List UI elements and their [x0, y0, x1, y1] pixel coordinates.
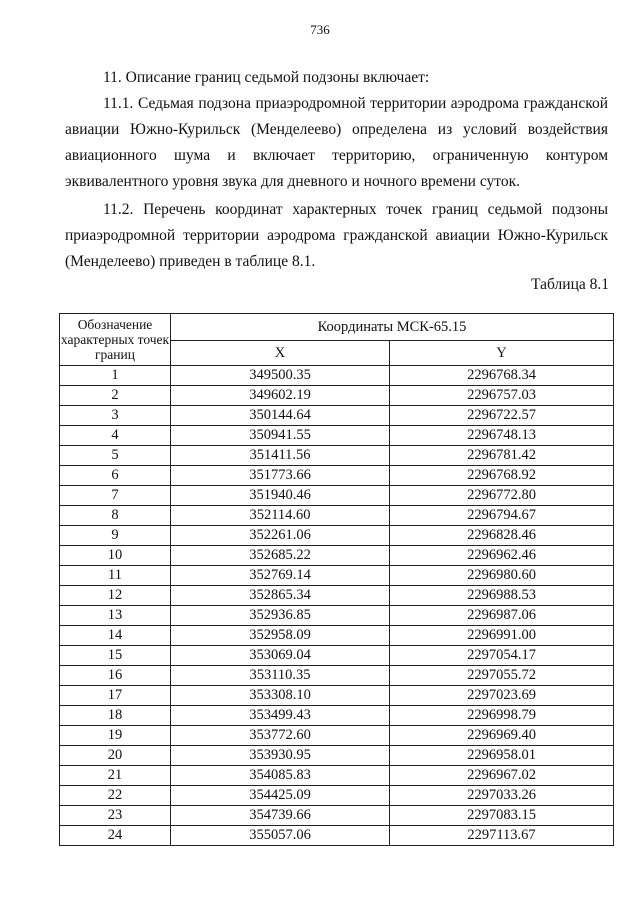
y-coordinate-cell: 2296998.79 [390, 706, 614, 726]
y-coordinate-cell: 2296794.67 [390, 506, 614, 526]
x-coordinate-cell: 349500.35 [171, 366, 390, 386]
x-coordinate-cell: 350144.64 [171, 406, 390, 426]
point-number-cell: 22 [60, 786, 171, 806]
page-number: 736 [310, 22, 330, 37]
x-coordinate-cell: 352769.14 [171, 566, 390, 586]
table-header-row [60, 314, 614, 341]
point-number-cell: 10 [60, 546, 171, 566]
table-row [60, 606, 614, 626]
table-caption: Таблица 8.1 [531, 276, 609, 293]
y-coordinate-cell: 2296757.03 [390, 386, 614, 406]
y-coordinate-cell: 2296967.02 [390, 766, 614, 786]
table-row [60, 706, 614, 726]
y-coordinate-cell: 2296969.40 [390, 726, 614, 746]
point-number-cell: 20 [60, 746, 171, 766]
y-coordinate-cell: 2296958.01 [390, 746, 614, 766]
x-coordinate-cell: 352685.22 [171, 546, 390, 566]
point-number-cell: 9 [60, 526, 171, 546]
table-row [60, 826, 614, 846]
x-coordinate-cell: 353308.10 [171, 686, 390, 706]
point-number-cell: 8 [60, 506, 171, 526]
table-row [60, 766, 614, 786]
y-coordinate-cell: 2296991.00 [390, 626, 614, 646]
y-coordinate-cell: 2296988.53 [390, 586, 614, 606]
header-y: Y [390, 341, 614, 366]
point-number-cell: 24 [60, 826, 171, 846]
y-coordinate-cell: 2297023.69 [390, 686, 614, 706]
x-coordinate-cell: 354085.83 [171, 766, 390, 786]
point-number-cell: 1 [60, 366, 171, 386]
table-row [60, 566, 614, 586]
x-coordinate-cell: 352114.60 [171, 506, 390, 526]
section-heading: 11. Описание границ седьмой подзоны включает: [103, 69, 430, 86]
y-coordinate-cell: 2296768.34 [390, 366, 614, 386]
point-number-cell: 15 [60, 646, 171, 666]
table-row [60, 746, 614, 766]
header-coordinates: Координаты МСК-65.15 [171, 314, 614, 341]
table-row [60, 586, 614, 606]
point-number-cell: 18 [60, 706, 171, 726]
x-coordinate-cell: 353069.04 [171, 646, 390, 666]
header-points: Обозначение характерных точек границ [60, 314, 171, 366]
point-number-cell: 14 [60, 626, 171, 646]
table-row [60, 546, 614, 566]
x-coordinate-cell: 353930.95 [171, 746, 390, 766]
table-row [60, 646, 614, 666]
table-row [60, 726, 614, 746]
y-coordinate-cell: 2297055.72 [390, 666, 614, 686]
x-coordinate-cell: 351940.46 [171, 486, 390, 506]
point-number-cell: 12 [60, 586, 171, 606]
table-row [60, 666, 614, 686]
table-row [60, 626, 614, 646]
table-row [60, 686, 614, 706]
x-coordinate-cell: 352261.06 [171, 526, 390, 546]
coordinates-table [59, 313, 614, 846]
x-coordinate-cell: 351773.66 [171, 466, 390, 486]
x-coordinate-cell: 355057.06 [171, 826, 390, 846]
point-number-cell: 23 [60, 806, 171, 826]
x-coordinate-cell: 349602.19 [171, 386, 390, 406]
table-row [60, 786, 614, 806]
table-body [60, 366, 614, 846]
y-coordinate-cell: 2297054.17 [390, 646, 614, 666]
table-row [60, 466, 614, 486]
y-coordinate-cell: 2296748.13 [390, 426, 614, 446]
x-coordinate-cell: 352936.85 [171, 606, 390, 626]
x-coordinate-cell: 354425.09 [171, 786, 390, 806]
header-x: X [171, 341, 390, 366]
table-row [60, 806, 614, 826]
y-coordinate-cell: 2297083.15 [390, 806, 614, 826]
point-number-cell: 5 [60, 446, 171, 466]
point-number-cell: 2 [60, 386, 171, 406]
y-coordinate-cell: 2296980.60 [390, 566, 614, 586]
point-number-cell: 6 [60, 466, 171, 486]
table-row [60, 506, 614, 526]
y-coordinate-cell: 2296828.46 [390, 526, 614, 546]
point-number-cell: 21 [60, 766, 171, 786]
table-row [60, 526, 614, 546]
point-number-cell: 11 [60, 566, 171, 586]
point-number-cell: 17 [60, 686, 171, 706]
y-coordinate-cell: 2296772.80 [390, 486, 614, 506]
x-coordinate-cell: 352958.09 [171, 626, 390, 646]
y-coordinate-cell: 2296722.57 [390, 406, 614, 426]
x-coordinate-cell: 352865.34 [171, 586, 390, 606]
x-coordinate-cell: 353499.43 [171, 706, 390, 726]
table-row [60, 406, 614, 426]
x-coordinate-cell: 350941.55 [171, 426, 390, 446]
x-coordinate-cell: 351411.56 [171, 446, 390, 466]
paragraph-11-2: 11.2. Перечень координат характерных точек границ седьмой подзоны приаэродромной территории аэродрома гражданской авиации Южно-Курильск (Менделеево) приведен в таблице 8.1. [65, 201, 608, 270]
table-row [60, 446, 614, 466]
point-number-cell: 4 [60, 426, 171, 446]
point-number-cell: 3 [60, 406, 171, 426]
table-row [60, 486, 614, 506]
paragraph-11-1: 11.1. Седьмая подзона приаэродромной территории аэродрома гражданской авиации Южно-Курильск (Менделеево) определена из условий воздействия авиационного шума и включает территорию, ограниченную контуром эквивалентного уровня звука для дневного и ночного времени суток. [65, 95, 608, 190]
table-row [60, 366, 614, 386]
y-coordinate-cell: 2296962.46 [390, 546, 614, 566]
y-coordinate-cell: 2296781.42 [390, 446, 614, 466]
y-coordinate-cell: 2297113.67 [390, 826, 614, 846]
y-coordinate-cell: 2296768.92 [390, 466, 614, 486]
table-row [60, 386, 614, 406]
table-row [60, 426, 614, 446]
point-number-cell: 13 [60, 606, 171, 626]
x-coordinate-cell: 353772.60 [171, 726, 390, 746]
point-number-cell: 16 [60, 666, 171, 686]
y-coordinate-cell: 2296987.06 [390, 606, 614, 626]
y-coordinate-cell: 2297033.26 [390, 786, 614, 806]
point-number-cell: 7 [60, 486, 171, 506]
x-coordinate-cell: 353110.35 [171, 666, 390, 686]
x-coordinate-cell: 354739.66 [171, 806, 390, 826]
point-number-cell: 19 [60, 726, 171, 746]
